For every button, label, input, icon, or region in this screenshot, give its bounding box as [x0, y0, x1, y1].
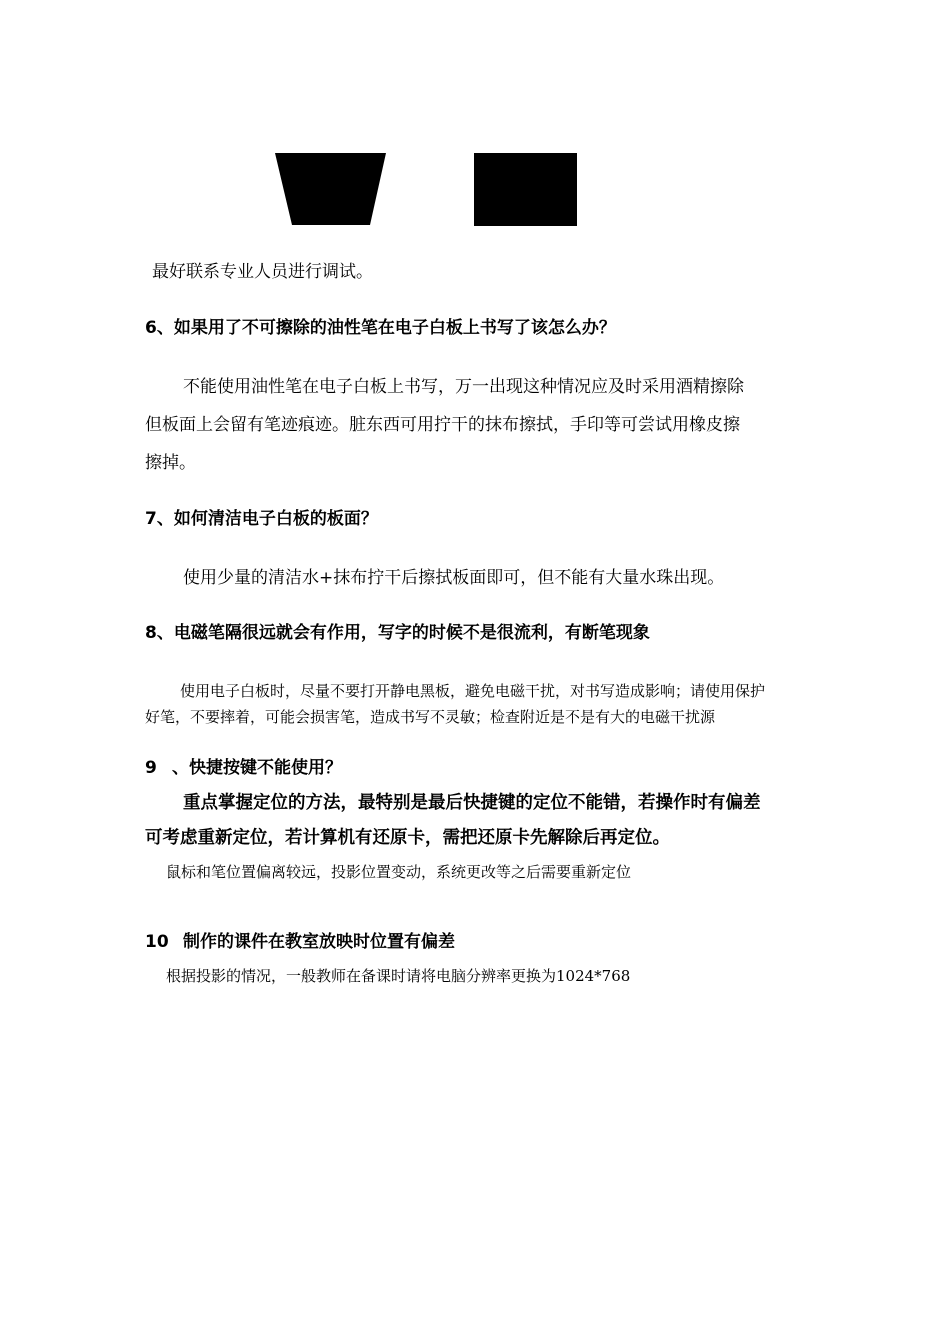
question-10-heading: 制作的课件在教室放映时位置有偏差	[183, 932, 455, 952]
question-9-number: 9	[145, 758, 157, 778]
question-10-number: 10	[145, 932, 169, 952]
answer-9-bold-line-1: 重点掌握定位的方法，最特别是最后快捷键的定位不能错，若操作时有偏差	[183, 793, 761, 813]
trapezoid-shape	[275, 153, 386, 225]
question-9-heading: 、快捷按键不能使用？	[172, 758, 342, 778]
answer-7-line-1: 使用少量的清洁水+抹布拧干后擦拭板面即可，但不能有大量水珠出现。	[183, 568, 725, 588]
calibration-shapes	[0, 0, 950, 260]
answer-9-bold-line-2: 可考虑重新定位，若计算机有还原卡，需把还原卡先解除后再定位。	[145, 828, 670, 848]
answer-8-line-2: 好笔，不要摔着，可能会损害笔，造成书写不灵敏；检查附近是不是有大的电磁干扰源	[145, 708, 716, 726]
answer-8-line-1: 使用电子白板时，尽量不要打开静电黑板，避免电磁干扰，对书写造成影响；请使用保护	[180, 682, 766, 700]
answer-10-line: 根据投影的情况，一般教师在备课时请将电脑分辨率更换为1024*768	[166, 967, 631, 985]
square-shape	[474, 153, 577, 226]
answer-6-line-1: 不能使用油性笔在电子白板上书写，万一出现这种情况应及时采用酒精擦除	[183, 377, 744, 397]
answer-6-line-2: 但板面上会留有笔迹痕迹。脏东西可用拧干的抹布擦拭，手印等可尝试用橡皮擦	[145, 415, 740, 435]
question-8-heading: 8、电磁笔隔很远就会有作用，写字的时候不是很流利，有断笔现象	[145, 623, 650, 643]
answer-9-note: 鼠标和笔位置偏离较远，投影位置变动，系统更改等之后需要重新定位	[166, 863, 632, 881]
answer-6-line-3: 擦掉。	[145, 453, 196, 473]
question-6-heading: 6、如果用了不可擦除的油性笔在电子白板上书写了该怎么办？	[145, 318, 616, 338]
intro-text: 最好联系专业人员进行调试。	[152, 262, 373, 282]
question-7-heading: 7、如何清洁电子白板的板面？	[145, 509, 378, 529]
